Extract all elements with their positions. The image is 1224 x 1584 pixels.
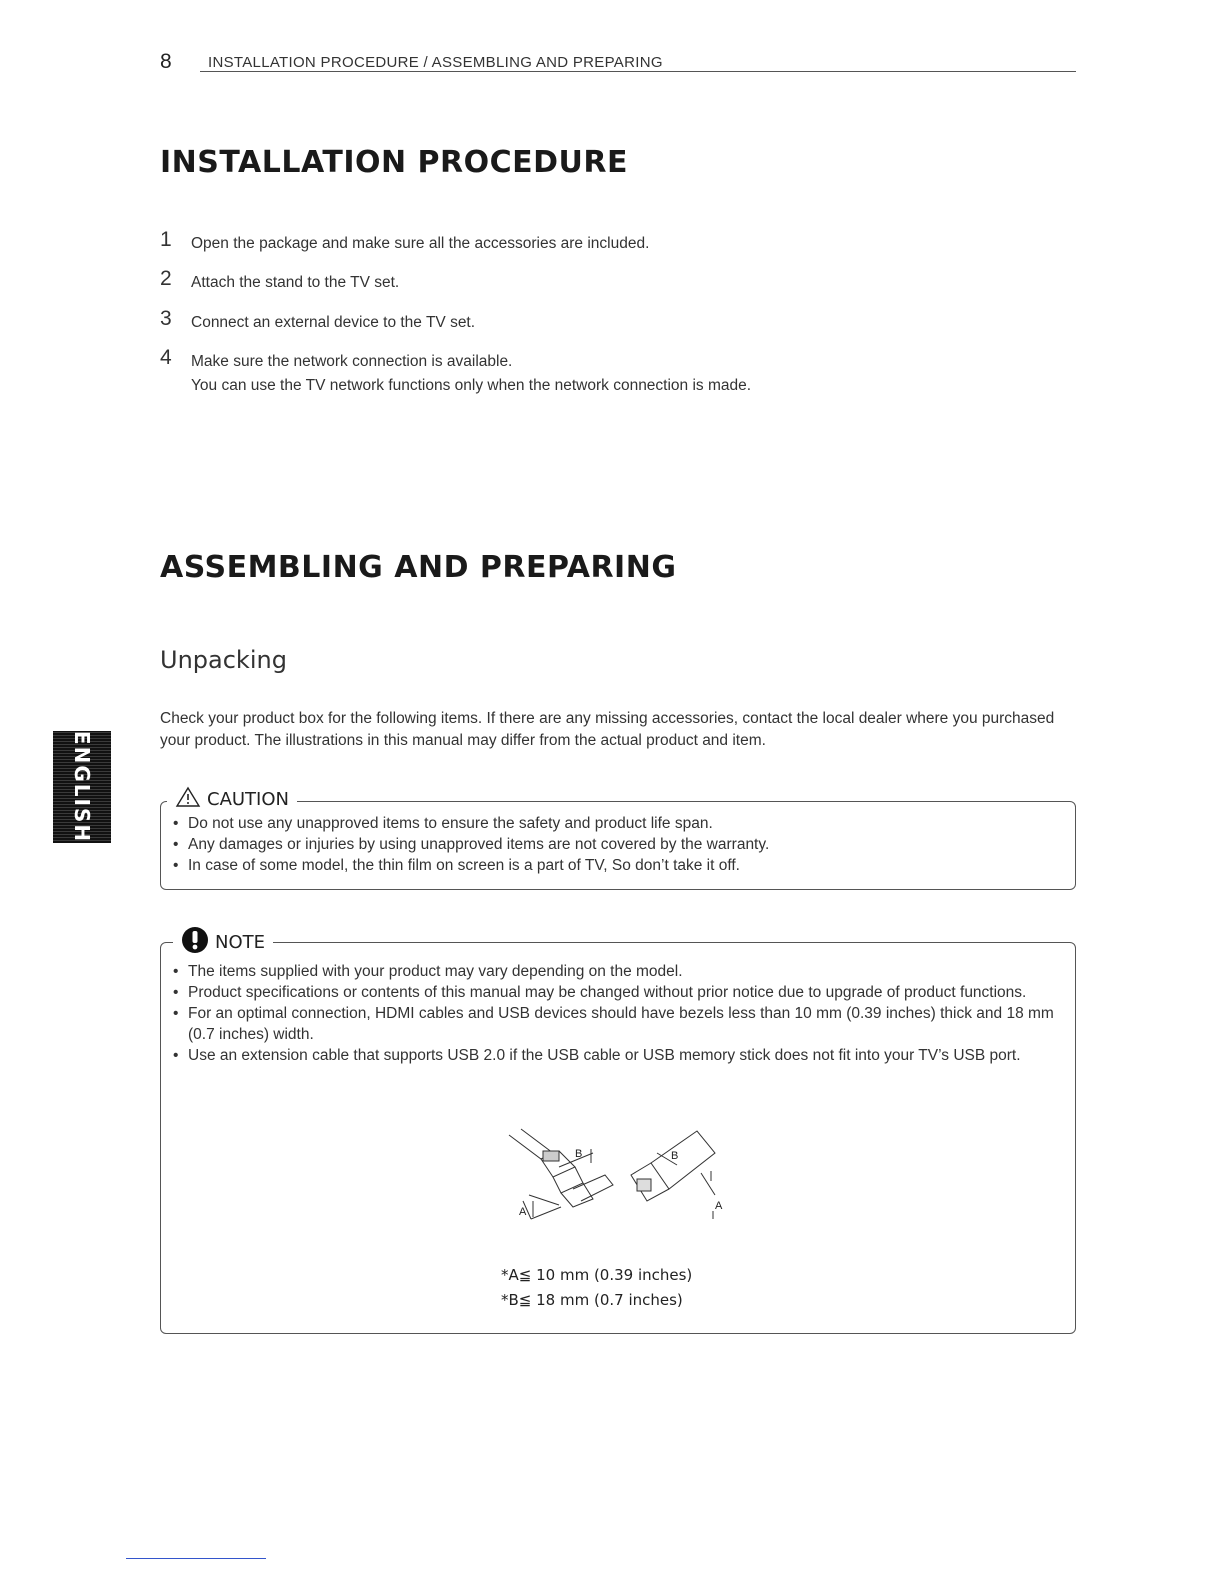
figure-caption-b: *B≦ 18 mm (0.7 inches) bbox=[501, 1291, 683, 1309]
dimension-label-a-usb: A bbox=[715, 1200, 723, 1212]
figure-caption-a: *A≦ 10 mm (0.39 inches) bbox=[501, 1266, 693, 1284]
list-item: • Do not use any unapproved items to ensure the safety and product life span. bbox=[173, 813, 1055, 834]
note-label: NOTE bbox=[215, 932, 266, 953]
header-rule bbox=[200, 71, 1076, 72]
page-number: 8 bbox=[160, 50, 172, 73]
list-item: • Use an extension cable that supports USB 2.0 if the USB cable or USB memory stick does not fit into your TV’s USB port. bbox=[173, 1045, 1055, 1066]
intro-paragraph: Check your product box for the following items. If there are any missing accessories, contact the local dealer where you purchased your product. The illustrations in this manual may differ from the actual product and item. bbox=[160, 710, 1055, 749]
running-header: INSTALLATION PROCEDURE / ASSEMBLING AND PREPARING bbox=[208, 54, 663, 71]
note-list bbox=[173, 961, 1055, 1066]
caution-box bbox=[160, 789, 1076, 890]
warning-triangle-icon bbox=[175, 786, 201, 813]
cable-dimension-figure bbox=[501, 1123, 741, 1243]
note-header bbox=[173, 926, 273, 959]
list-item: • For an optimal connection, HDMI cables and USB devices should have bezels less than 10 mm (0.39 inches) thick and 18 mm (0.7 inches) width. bbox=[173, 1003, 1055, 1045]
dimension-label-b-usb: B bbox=[671, 1150, 679, 1162]
dimension-label-a: A bbox=[519, 1206, 527, 1218]
installation-heading: INSTALLATION PROCEDURE bbox=[160, 145, 628, 180]
caution-label: CAUTION bbox=[207, 789, 289, 810]
list-item: • In case of some model, the thin film on screen is a part of TV, So don’t take it off. bbox=[173, 855, 1055, 876]
info-exclamation-icon bbox=[181, 926, 209, 959]
list-item: • Any damages or injuries by using unapproved items are not covered by the warranty. bbox=[173, 834, 1055, 855]
step-number: 3 bbox=[160, 307, 172, 330]
step-text-continued: You can use the TV network functions only when the network connection is made. bbox=[191, 377, 752, 394]
assembling-heading: ASSEMBLING AND PREPARING bbox=[160, 550, 677, 585]
step-number: 4 bbox=[160, 346, 172, 369]
list-item: • Product specifications or contents of this manual may be changed without prior notice due to upgrade of product functions. bbox=[173, 982, 1055, 1003]
language-tab-label: ENGLISH bbox=[70, 730, 94, 844]
step-text: Connect an external device to the TV set. bbox=[191, 314, 476, 331]
list-item: • The items supplied with your product may vary depending on the model. bbox=[173, 961, 1055, 982]
step-number: 2 bbox=[160, 267, 172, 290]
step-text: Make sure the network connection is available. bbox=[191, 353, 513, 370]
step-text: Attach the stand to the TV set. bbox=[191, 274, 400, 291]
language-tab bbox=[53, 731, 111, 843]
caution-header bbox=[167, 786, 297, 813]
caution-list bbox=[173, 813, 1055, 876]
note-box bbox=[160, 932, 1076, 1334]
unpacking-subheading: Unpacking bbox=[160, 646, 287, 674]
footer-line bbox=[126, 1558, 266, 1559]
step-number: 1 bbox=[160, 228, 172, 251]
step-text: Open the package and make sure all the accessories are included. bbox=[191, 235, 650, 252]
usb-stick-illustration bbox=[631, 1131, 715, 1219]
dimension-label-b: B bbox=[575, 1148, 583, 1160]
